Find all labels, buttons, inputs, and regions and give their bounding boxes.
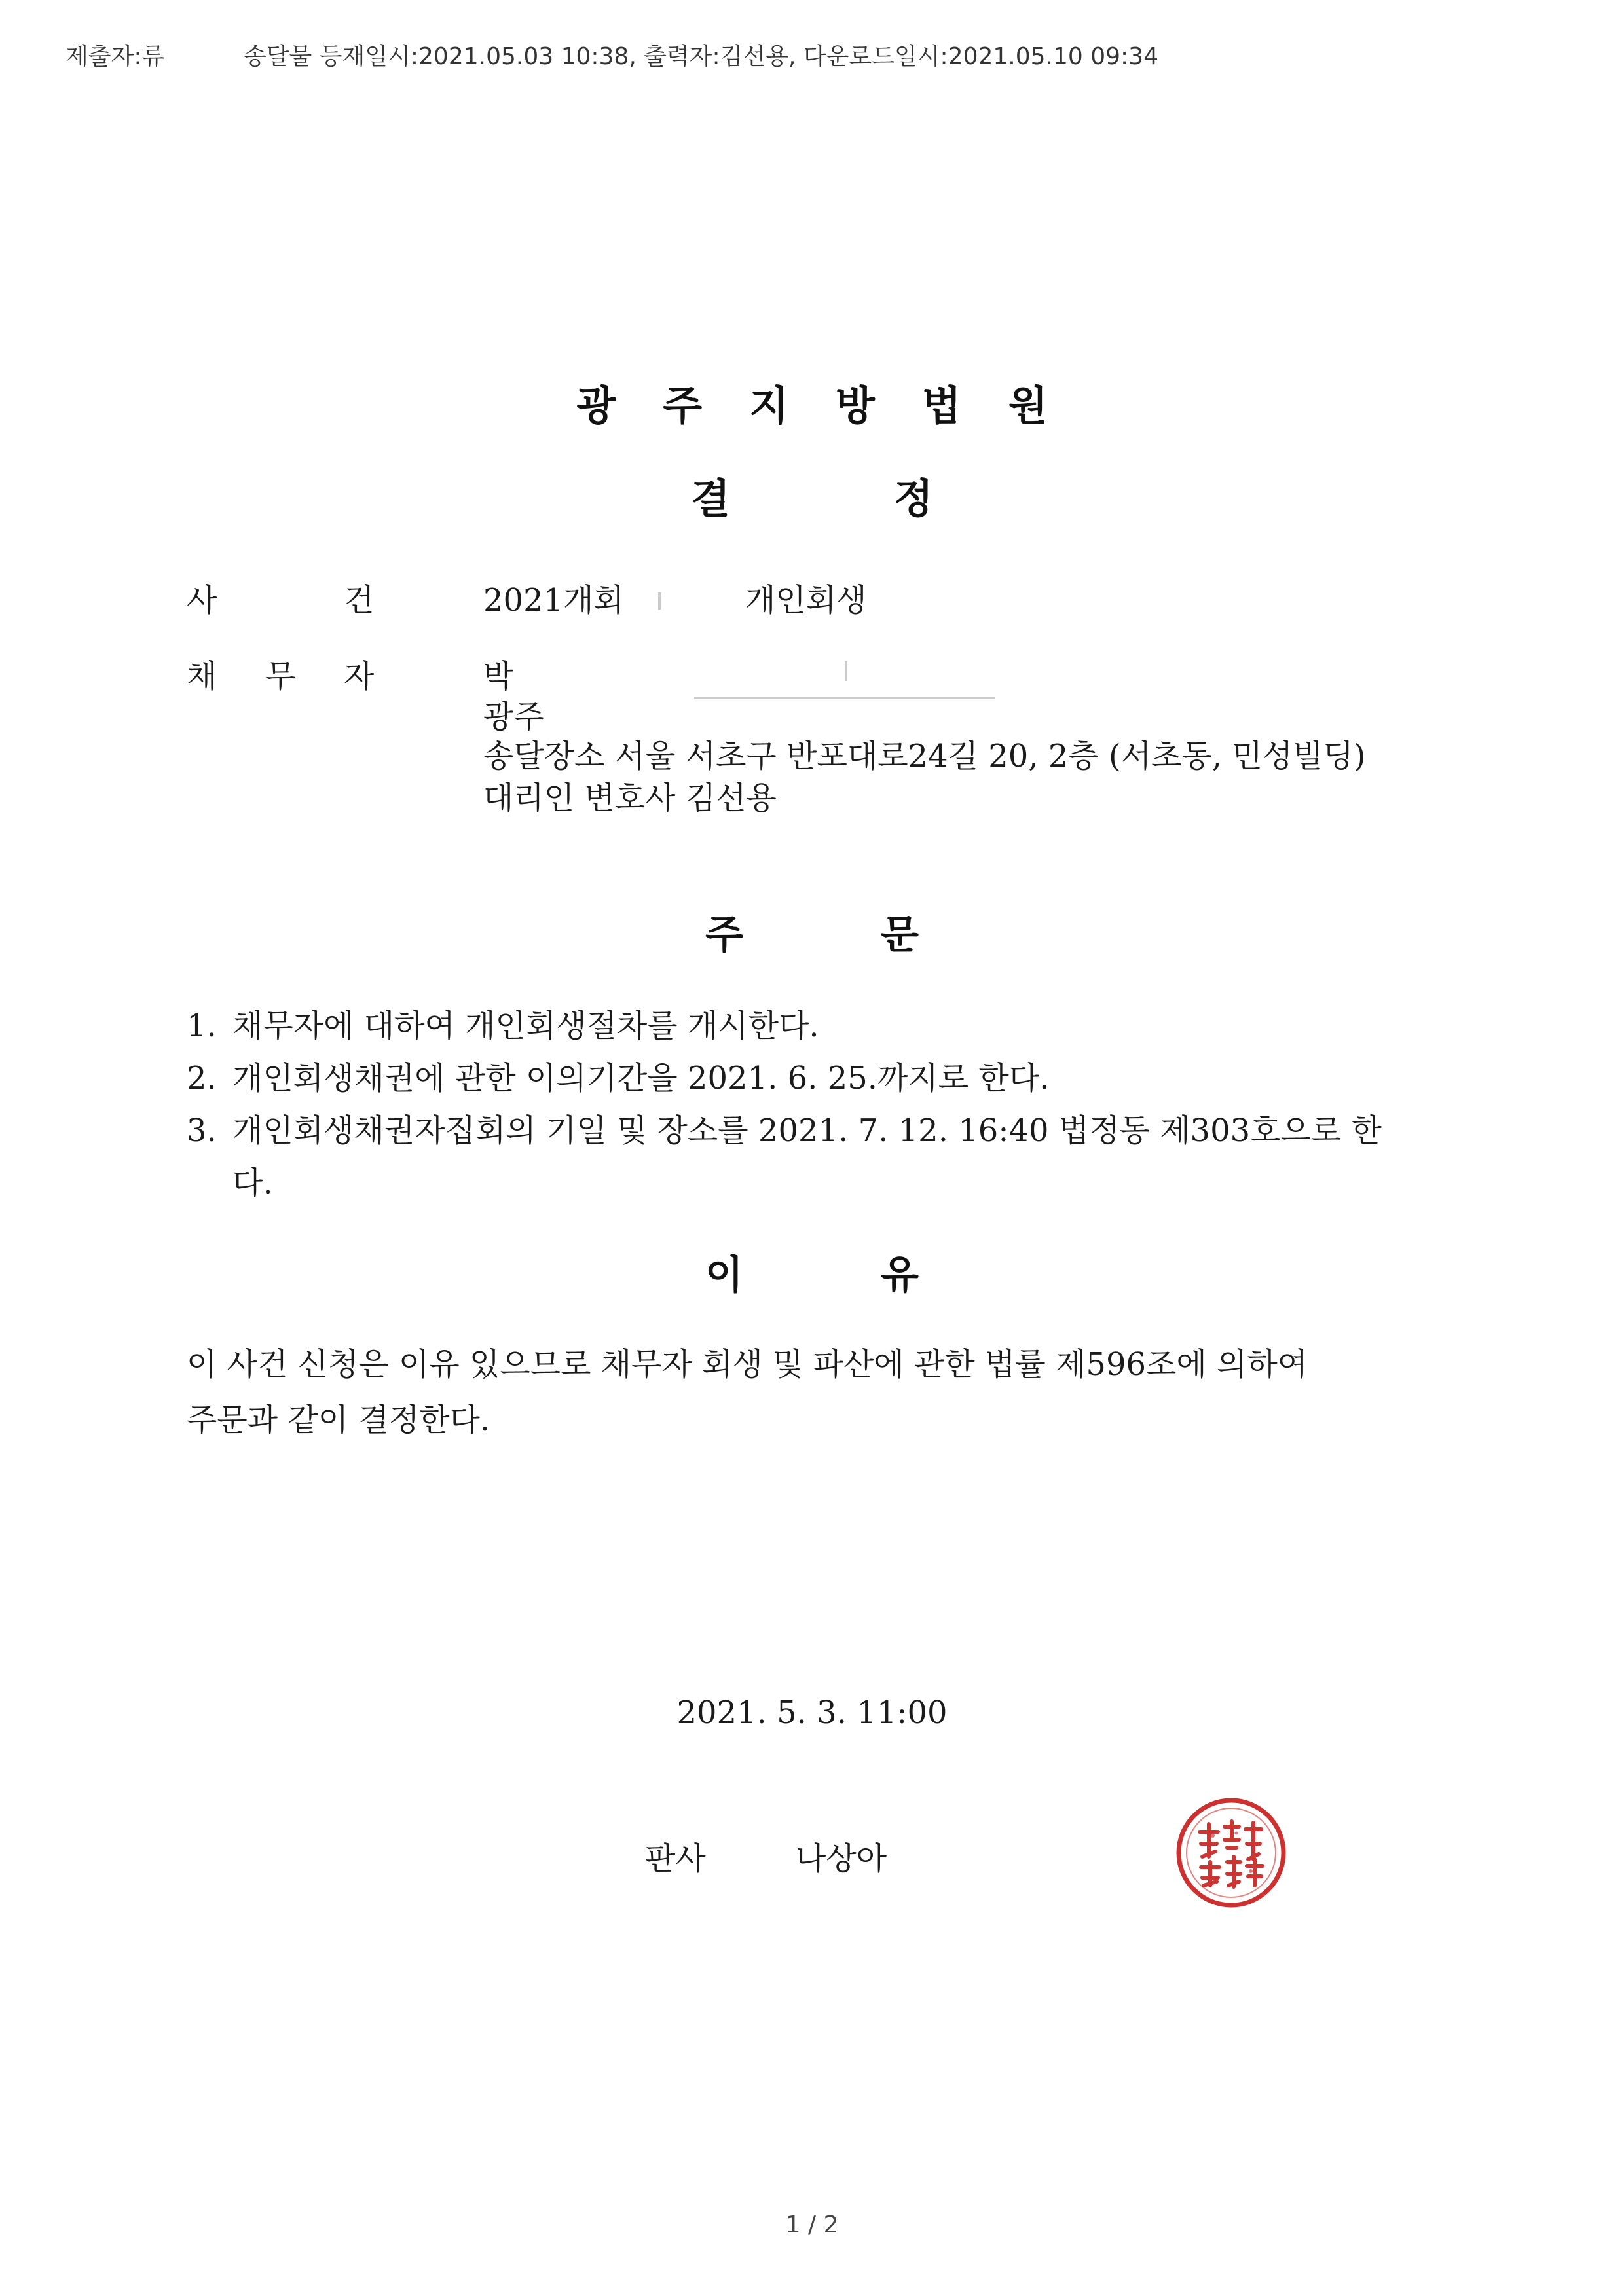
order-item-text: 개인회생채권에 관한 이의기간을 2021. 6. 25.까지로 한다. [232, 1060, 1050, 1097]
order-item-text: 개인회생채권자집회의 기일 및 장소를 2021. 7. 12. 16:40 법정동 제303호으로 한 [232, 1112, 1382, 1149]
header-submitter: 제출자:류 [65, 43, 165, 70]
order-item-number: 3. [187, 1112, 217, 1149]
reason-text-line-2: 주문과 같이 결정한다. [187, 1402, 490, 1438]
case-number: 2021개회 [483, 582, 624, 619]
order-item-continuation: 다. [232, 1165, 273, 1201]
order-title: 주문 [705, 912, 1056, 958]
case-label-char-2: 건 [344, 582, 375, 619]
reason-title: 이유 [705, 1252, 1056, 1298]
order-item-text: 채무자에 대하여 개인회생절차를 개시한다. [232, 1008, 819, 1044]
case-label-char-1: 사 [187, 582, 217, 619]
court-name: 광주지방법원 [576, 382, 1095, 429]
order-item [187, 1105, 1418, 1150]
order-item-number: 2. [187, 1060, 217, 1097]
page-number: 1 / 2 [785, 2212, 839, 2238]
reason-text-line-1: 이 사건 신청은 이유 있으므로 채무자 회생 및 파산에 관한 법률 제596조에 의하여 [187, 1346, 1308, 1383]
redaction-trace [694, 697, 995, 699]
case-label [187, 575, 419, 620]
decision-date: 2021. 5. 3. 11:00 [676, 1694, 948, 1731]
order-item [187, 1053, 1049, 1098]
delivery-address: 송달장소 서울 서초구 반포대로24길 20, 2층 (서초동, 민성빌딩) [483, 738, 1366, 774]
case-type: 개인회생 [745, 582, 867, 619]
document-type-title: 결정 [691, 475, 1097, 522]
court-seal-icon [1172, 1794, 1290, 1912]
redaction-trace [658, 592, 661, 610]
debtor-address: 광주 [483, 699, 544, 735]
order-item [187, 1000, 819, 1046]
debtor-label-char-1: 채 [187, 658, 217, 695]
debtor-agent: 대리인 변호사 김선용 [483, 780, 777, 816]
debtor-name: 박 [483, 658, 514, 695]
redaction-trace [845, 661, 847, 681]
debtor-label-char-2: 무 [265, 658, 296, 695]
debtor-label-char-3: 자 [344, 658, 375, 695]
debtor-label [187, 651, 422, 696]
judge-title: 판사 [645, 1840, 706, 1877]
order-item-number: 1. [187, 1008, 217, 1044]
header-delivery-info: 송달물 등재일시:2021.05.03 10:38, 출력자:김선용, 다운로드일시:2021.05.10 09:34 [244, 43, 1158, 70]
judge-name: 나상아 [796, 1840, 887, 1877]
